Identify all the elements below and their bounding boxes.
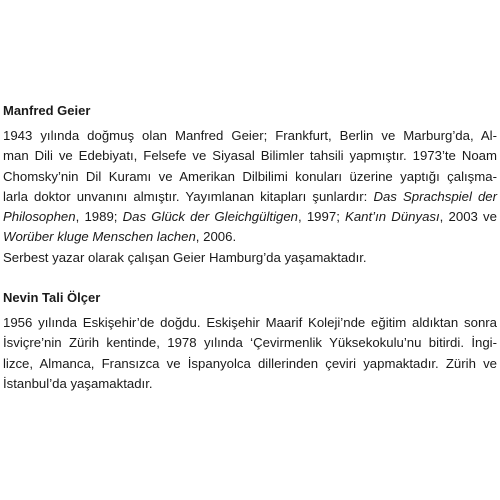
bio-line: İsviçre’nin Zürih kentinde, 1978 yılında ‘Çevirmenlik Yüksekokulu’nu bitirdi. İngi- — [3, 335, 497, 351]
translator-bio — [3, 313, 497, 394]
translator-heading: Nevin Tali Ölçer — [3, 290, 101, 305]
bio-line: Chomsky’nin Dil Kuramı ve Amerikan Dilbilimi konuları üzerine yaptığı çalışma- — [3, 168, 497, 184]
bio-line: Worüber kluge Menschen lachen, 2006. — [3, 229, 237, 245]
author-bio — [3, 126, 497, 268]
book-title: Das Glück der Gleichgültigen — [122, 209, 298, 225]
bio-line: 1956 yılında Eskişehir’de doğdu. Eskişehir Maarif Koleji’nde eğitim aldıktan sonra — [3, 315, 497, 330]
bio-line: 1943 yılında doğmuş olan Manfred Geier; Frankfurt, Berlin ve Marburg’da, Al- — [3, 128, 497, 143]
book-title: Worüber kluge Menschen lachen — [3, 229, 196, 245]
bio-line: Philosophen, 1989; Das Glück der Gleichgültigen, 1997; Kant’ın Dünyası, 2003 ve — [3, 209, 497, 225]
bio-line: İstanbul’da yaşamaktadır. — [3, 375, 153, 391]
book-title: Philosophen — [3, 209, 76, 225]
bio-line: Serbest yazar olarak çalışan Geier Hamburg’da yaşamaktadır. — [3, 249, 367, 265]
bio-line: man Dili ve Edebiyatı, Felsefe ve Siyasal Bilimler tahsili yapmıştır. 1973’te Noam — [3, 148, 497, 164]
author-heading: Manfred Geier — [3, 103, 91, 118]
bio-line: lizce, Almanca, Fransızca ve İspanyolca dillerinden çeviri yapmaktadır. Zürih ve — [3, 355, 497, 371]
bio-line: larla doktor unvanını almıştır. Yayımlanan kitapları şunlardır: Das Sprachspiel der — [3, 188, 498, 204]
book-title: Kant’ın Dünyası — [345, 209, 440, 225]
book-title: Das Sprachspiel der — [373, 188, 498, 204]
